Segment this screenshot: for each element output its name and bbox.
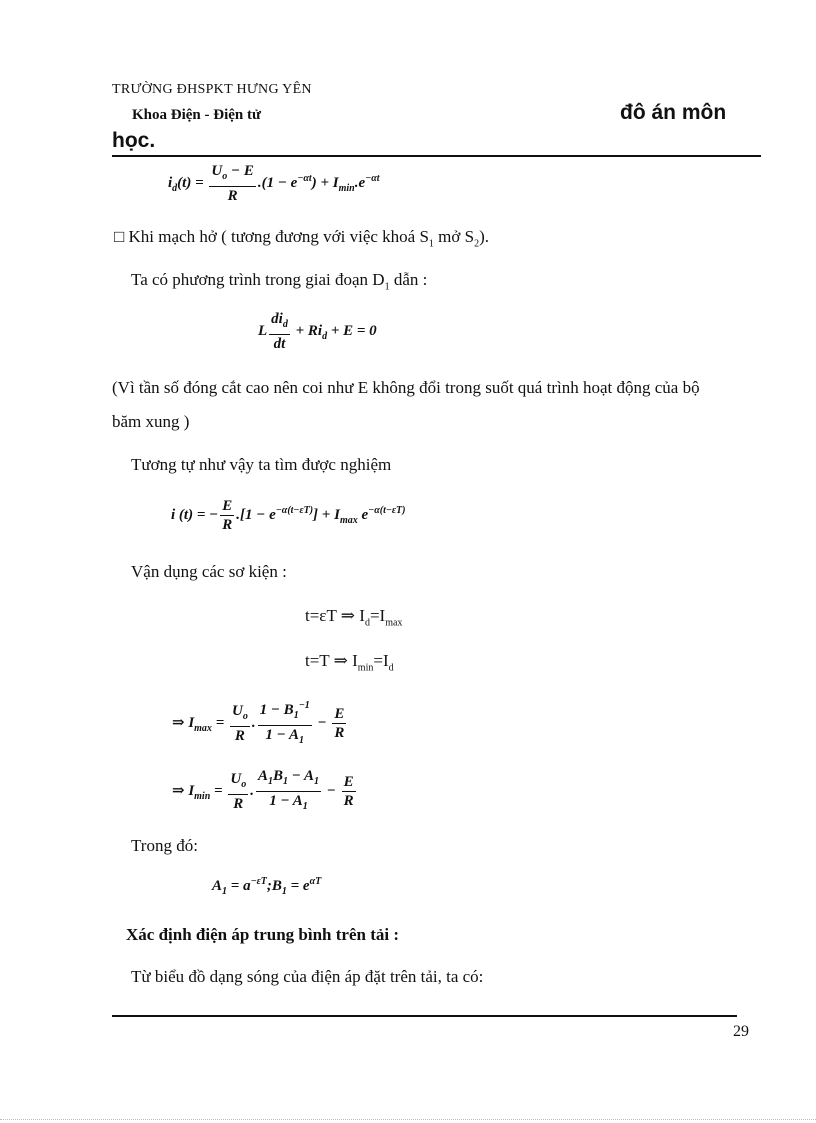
school-name: TRƯỜNG ĐHSPKT HƯNG YÊN: [112, 82, 312, 97]
similar-line: Tương tự như vậy ta tìm được nghiệm: [131, 455, 392, 474]
condition-2: t=T ⇒ $I_{min}=I_d$: [305, 651, 394, 674]
document-title-line1: đô án môn: [620, 101, 727, 124]
footer-rule: [112, 1015, 737, 1017]
equation-i-t-second: i (t) = − $\frac{E}{R}$ $.[1 - e^{-\alpha(t-\varepsilon T)}] + I_{max}$ $e^{-\alpha(t-\varepsilon T)}$: [171, 498, 406, 533]
equation-imin: ⇒ $I_{min}$ = $\frac{U_o}{R}$ . $\frac{A_1B_1 - A_1}{1 - A_1}$ − $\frac{E}{R}$: [172, 768, 354, 812]
equation-id-t: $i_d(t)$ = $\frac{U_o - E}{R}$ $.(1 - e^{-\alpha t}) + I_{min}.e^{-\alpha t}$: [168, 163, 380, 204]
condition-1: t=εT ⇒ $I_d=I_{max}$: [305, 606, 403, 629]
equation-differential: L $\frac{di_d}{dt}$ + $Ri_d + E = 0$: [258, 311, 377, 352]
equation-intro: Ta có phương trình trong giai đoạn $D_1$ dẫn :: [131, 270, 428, 293]
open-circuit-line: □ Khi mạch hở ( tương đương với việc khoá $S_1$ mở $S_2$).: [114, 227, 489, 250]
where-line: Trong đó:: [131, 836, 198, 855]
last-line: Từ biểu đồ dạng sóng của điện áp đặt trên tải, ta có:: [131, 967, 484, 986]
page-number: 29: [733, 1023, 749, 1040]
checkbox-bullet-icon: □: [114, 227, 125, 246]
section-heading: Xác định điện áp trung bình trên tải :: [126, 925, 399, 944]
department-name: Khoa Điện - Điện tử: [132, 107, 262, 123]
note-line: (Vì tần số đóng cắt cao nên coi như E không đổi trong suốt quá trình hoạt động của bộ: [112, 378, 700, 397]
document-title-line2: học.: [112, 129, 156, 152]
equation-imax: ⇒ $I_{max}$ = $\frac{U_o}{R}$ . $\frac{1 - B_1^{-1}}{1 - A_1}$ − $\frac{E}{R}$: [172, 697, 348, 750]
apply-line: Vận dụng các sơ kiện :: [131, 562, 287, 581]
equation-a1-b1: $A_1$ = $a^{-\varepsilon T};B_1 = e^{\alpha T}$: [212, 876, 322, 897]
header-rule: [112, 155, 761, 157]
page-edge-dotted-line: [0, 1119, 816, 1120]
note-line-cont: băm xung ): [112, 412, 190, 431]
